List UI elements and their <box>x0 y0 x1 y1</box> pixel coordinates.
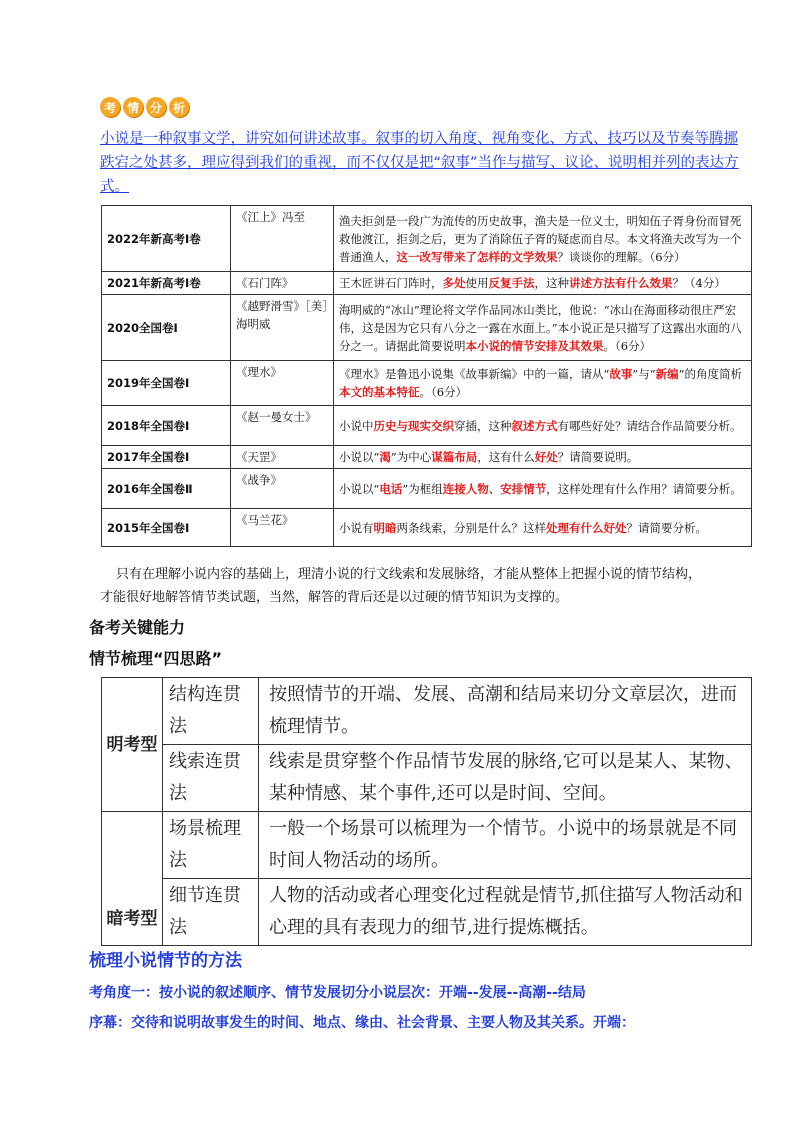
question-text: 有哪些好处？请结合作品简要分析。 <box>557 418 742 433</box>
question-text: 王木匠讲石门阵时， <box>339 276 443 290</box>
table-row <box>102 678 752 745</box>
method-name: 细节连贯法 <box>163 879 259 946</box>
exam-question <box>334 446 752 469</box>
heading-key-ability: 备考关键能力 <box>89 618 186 637</box>
question-text: ？请简要说明。 <box>557 450 639 464</box>
four-approaches-table <box>101 677 752 946</box>
exam-table <box>101 205 752 547</box>
question-text: ？（4分） <box>672 276 726 290</box>
exam-work: 《越野滑雪》［美］海明威 <box>231 295 334 361</box>
question-keyword: 叙述方式 <box>511 418 558 433</box>
question-keyword: 本小说的情节安排及其效果 <box>465 338 604 353</box>
table-row <box>102 361 752 406</box>
exam-question <box>334 272 752 295</box>
question-text: 。（6分） <box>603 338 652 353</box>
exam-question <box>334 361 752 406</box>
table-row <box>102 812 752 879</box>
question-text: 两条线索，分别是什么？这样 <box>396 520 546 535</box>
method-desc: 线索是贯穿整个作品情节发展的脉络,它可以是某人、某物、某种情感、某个事件,还可以是时间、空间。 <box>259 745 752 812</box>
method-name: 场景梳理法 <box>163 812 259 879</box>
question-text: 小说以“ <box>339 481 380 496</box>
table-row <box>102 295 752 361</box>
exam-work: 《天罡》 <box>231 446 334 469</box>
badge-char: 分 <box>146 97 166 117</box>
prologue-line: 序幕：交待和说明故事发生的时间、地点、缘由、社会背景、主要人物及其关系。开端： <box>89 1015 635 1031</box>
question-keyword: 反复手法 <box>488 276 535 290</box>
question-text: 海明威的“冰山”理论将文学作品同冰山类比，他说：“冰山在海面移动很庄严宏伟，这是因为它只有八分之一露在水面上。”本小说正是只描写了这露出水面的八分之一。请据此简要说明 <box>339 302 742 353</box>
question-text: 小说有 <box>339 520 374 535</box>
question-text: ”的角度简析 <box>678 367 743 381</box>
type-implicit: 暗考型 <box>102 812 163 946</box>
angle-one: 考角度一：按小说的叙述顺序、情节发展切分小说层次：开端--发展--高潮--结局 <box>89 985 586 1001</box>
question-text: ，这有什么 <box>477 450 535 464</box>
exam-year: 2021年新高考Ⅰ卷 <box>102 272 231 295</box>
question-text: 《理水》是鲁迅小说集《故事新编》中的一篇，请从“ <box>339 367 610 381</box>
body-line: 只有在理解小说内容的基础上，理清小说的行文线索和发展脉络，才能从整体上把握小说的情节结构， <box>116 567 702 582</box>
body-paragraph <box>100 563 750 609</box>
heading-methods: 梳理小说情节的方法 <box>89 951 242 971</box>
body-line: 才能很好地解答情节类试题，当然，解答的背后还是以过硬的情节知识为支撑的。 <box>100 590 569 605</box>
exam-work: 《江上》冯至 <box>231 206 334 272</box>
method-desc: 按照情节的开端、发展、高潮和结局来切分文章层次，进而梳理情节。 <box>259 678 752 745</box>
question-keyword: 电话 <box>379 481 403 496</box>
exam-question <box>334 509 752 547</box>
exam-year: 2022年新高考Ⅰ卷 <box>102 206 231 272</box>
table-row <box>102 879 752 946</box>
question-keyword: 这一改写带来了怎样的文学效果 <box>396 249 558 264</box>
badge-char: 考 <box>100 97 120 117</box>
question-text: 小说中 <box>339 418 374 433</box>
question-text: 渔夫拒剑是一段广为流传的历史故事，渔夫是一位义士，明知伍子胥身份而冒死救他渡江，拒剑之后，更为了消除伍子胥的疑虑而自尽。本文将渔夫改写为一个普通渔人， <box>339 213 742 264</box>
exam-question <box>334 406 752 446</box>
question-text: ，这样处理有什么作用？请简要分析。 <box>546 481 742 496</box>
exam-year: 2016年全国卷Ⅱ <box>102 469 231 509</box>
question-text: ”与“ <box>632 367 656 381</box>
question-text: ”为中心 <box>390 450 432 464</box>
question-text: 、 <box>488 481 501 496</box>
question-text: ”为框组 <box>402 481 443 496</box>
exam-question <box>334 206 752 272</box>
question-keyword: 多处 <box>442 276 466 290</box>
question-text: 使用 <box>465 276 489 290</box>
method-desc: 一般一个场景可以梳理为一个情节。小说中的场景就是不同时间人物活动的场所。 <box>259 812 752 879</box>
question-text: ？谈谈你的理解。（6分） <box>557 249 686 264</box>
question-keyword: 连接人物 <box>442 481 489 496</box>
question-text: ？请简要分析。 <box>626 520 707 535</box>
method-name: 线索连贯法 <box>163 745 259 812</box>
intro-line: 小说是一种叙事文学，讲究如何讲述故事。叙事的切入角度、视角变化、方式、技巧以及节奏等腾挪 <box>100 131 738 147</box>
table-row <box>102 406 752 446</box>
table-row <box>102 469 752 509</box>
method-desc: 人物的活动或者心理变化过程就是情节,抓住描写人物活动和心理的具有表现力的细节,进行提炼概括。 <box>259 879 752 946</box>
intro-line: 跌宕之处甚多，理应得到我们的重视，而不仅仅是把“叙事”当作与描写、议论、说明相并列的表达方式。 <box>100 155 739 195</box>
table-row <box>102 206 752 272</box>
question-keyword: 谋篇布局 <box>431 450 478 464</box>
type-explicit: 明考型 <box>102 678 163 812</box>
question-text: ，这种 <box>534 276 569 290</box>
question-keyword: 故事 <box>609 367 633 381</box>
exam-work: 《战争》 <box>231 469 334 509</box>
exam-year: 2015年全国卷Ⅰ <box>102 509 231 547</box>
table-row <box>102 509 752 547</box>
question-keyword: 处理有什么好处 <box>546 520 627 535</box>
exam-question <box>334 295 752 361</box>
question-keyword: 好处 <box>534 450 558 464</box>
question-text: 小说以“ <box>339 450 380 464</box>
exam-question <box>334 469 752 509</box>
exam-year: 2020全国卷Ⅰ <box>102 295 231 361</box>
question-text: 。（6分） <box>419 385 468 399</box>
exam-analysis-badge <box>100 97 189 117</box>
badge-char: 情 <box>123 97 143 117</box>
intro-paragraph <box>100 127 740 199</box>
question-keyword: 渴 <box>379 450 391 464</box>
exam-work: 《马兰花》 <box>231 509 334 547</box>
question-keyword: 历史与现实交织 <box>373 418 454 433</box>
table-row <box>102 272 752 295</box>
question-keyword: 安排情节 <box>500 481 547 496</box>
exam-year: 2017年全国卷Ⅰ <box>102 446 231 469</box>
question-text: 穿插，这种 <box>454 418 512 433</box>
exam-work: 《赵一曼女士》 <box>231 406 334 446</box>
question-keyword: 新编 <box>655 367 679 381</box>
exam-work: 《石门阵》 <box>231 272 334 295</box>
exam-year: 2019年全国卷Ⅰ <box>102 361 231 406</box>
table-row <box>102 446 752 469</box>
table-row <box>102 745 752 812</box>
exam-year: 2018年全国卷Ⅰ <box>102 406 231 446</box>
exam-work: 《理水》 <box>231 361 334 406</box>
question-keyword: 讲述方法有什么效果 <box>569 276 673 290</box>
heading-four-approaches: 情节梳理“四思路” <box>89 649 223 668</box>
method-name: 结构连贯法 <box>163 678 259 745</box>
badge-char: 析 <box>169 97 189 117</box>
question-keyword: 本文的基本特征 <box>339 385 420 399</box>
question-keyword: 明暗 <box>373 520 397 535</box>
